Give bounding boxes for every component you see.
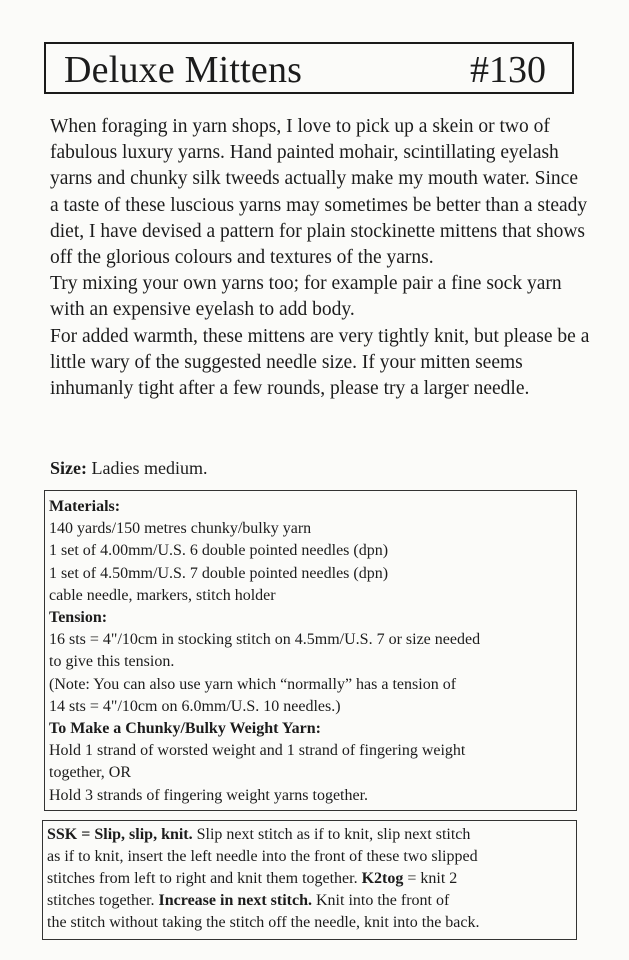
chunky-yarn-line: Hold 3 strands of fingering weight yarns together. (49, 786, 369, 804)
definitions-line (47, 824, 572, 846)
intro-paragraph-1: When foraging in yarn shops, I love to pick up a skein or two of fabulous luxury yarns. Hand painted mohair, scintillating eyelash yarns and chunky silk tweeds actually make my mouth water. Since a taste of these luscious yarns may sometimes be better than a steady diet, I have devised a pattern for plain stockinette mittens that shows off the glorious colours and textures of the yarns. (50, 116, 588, 269)
tension-heading: Tension: (49, 609, 108, 627)
tension-line: (Note: You can also use yarn which “normally” has a tension of (49, 675, 457, 693)
definitions-line: the stitch without taking the stitch off the needle, knit into the back. (47, 914, 480, 931)
ssk-text: Slip next stitch as if to knit, slip next stitch (192, 826, 471, 843)
tension-line: 16 sts = 4"/10cm in stocking stitch on 4.5mm/U.S. 7 or size needed (49, 631, 481, 649)
k2tog-text: = knit 2 (403, 870, 458, 887)
size-line (50, 456, 207, 480)
k2tog-term: K2tog (361, 870, 404, 887)
page-title: Deluxe Mittens (64, 49, 303, 91)
chunky-yarn-heading: To Make a Chunky/Bulky Weight Yarn: (49, 720, 321, 738)
pattern-number: #130 (470, 49, 546, 91)
definitions-line: as if to knit, insert the left needle into the front of these two slipped (47, 848, 478, 865)
ssk-text-end: stitches from left to right and knit them together. (47, 870, 362, 887)
materials-item: 140 yards/150 metres chunky/bulky yarn (49, 520, 312, 538)
k2tog-text-end: stitches together. (47, 892, 159, 909)
chunky-yarn-line: together, OR (49, 764, 132, 782)
increase-term: Increase in next stitch. (158, 892, 312, 909)
title-box (44, 42, 574, 94)
tension-line: 14 sts = 4"/10cm on 6.0mm/U.S. 10 needles.) (49, 697, 341, 715)
size-value: Ladies medium. (86, 458, 208, 478)
intro-paragraph-2: Try mixing your own yarns too; for example pair a fine sock yarn with an expensive eyelash to add body. (50, 273, 562, 321)
definitions-box (42, 820, 577, 940)
materials-item: 1 set of 4.50mm/U.S. 7 double pointed needles (dpn) (49, 564, 389, 582)
materials-item: 1 set of 4.00mm/U.S. 6 double pointed needles (dpn) (49, 542, 389, 560)
size-label: Size: (50, 458, 87, 478)
tension-line: to give this tension. (49, 653, 175, 671)
intro-text (50, 114, 590, 402)
materials-box (44, 490, 577, 811)
definitions-line (47, 890, 572, 912)
chunky-yarn-line: Hold 1 strand of worsted weight and 1 strand of fingering weight (49, 742, 466, 760)
materials-heading: Materials: (49, 498, 121, 515)
increase-text: Knit into the front of (312, 892, 450, 909)
materials-item: cable needle, markers, stitch holder (49, 586, 276, 604)
intro-paragraph-3: For added warmth, these mittens are very tightly knit, but please be a little wary of the suggested needle size. If your mitten seems inhumanly tight after a few rounds, please try a larger needle. (50, 325, 590, 400)
ssk-term: SSK = Slip, slip, knit. (47, 826, 193, 843)
definitions-line (47, 868, 572, 890)
